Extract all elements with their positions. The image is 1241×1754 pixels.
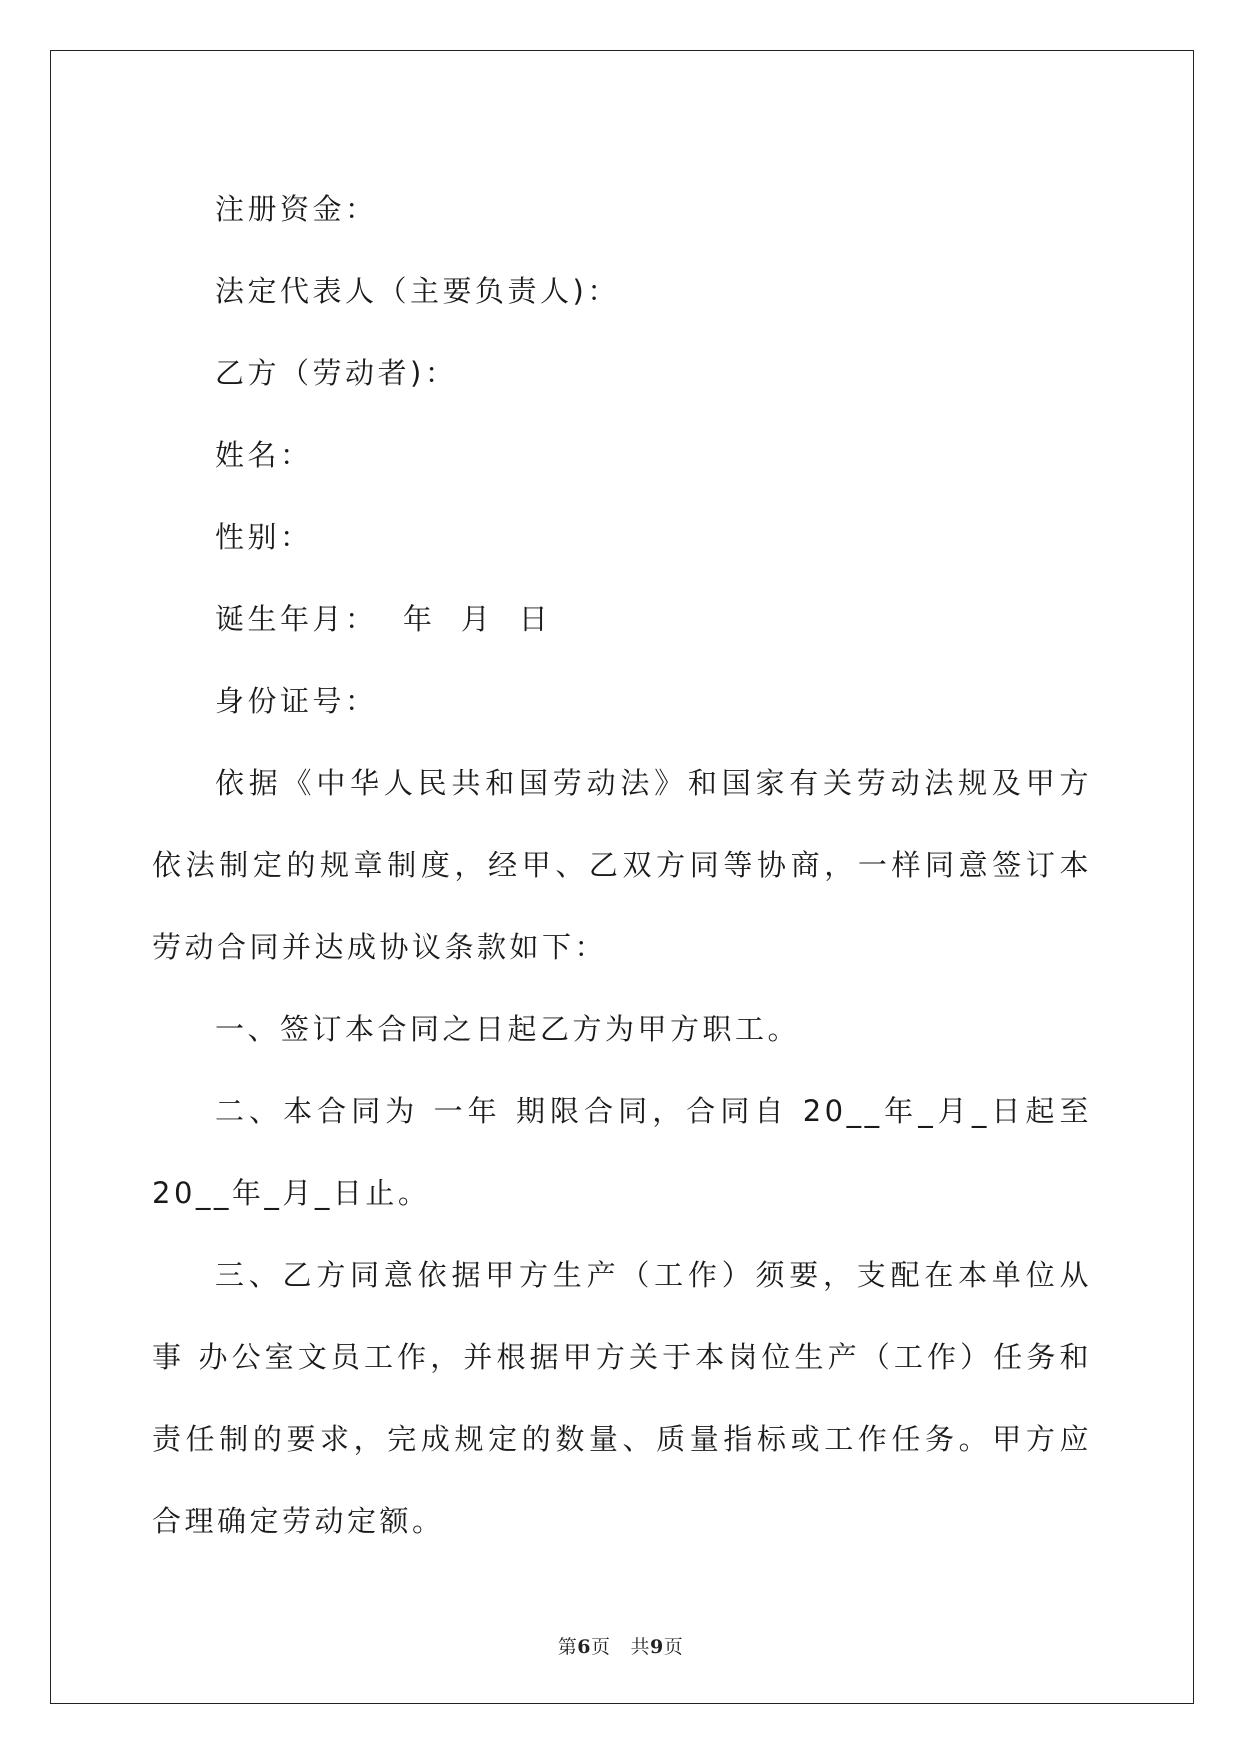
paragraph-registered-capital: 注册资金：	[215, 192, 378, 226]
paragraph-clause-3: 三、乙方同意依据甲方生产（工作）须要，支配在本单位从事 办公室文员工作，并根据甲方关于本岗位生产（工作）任务和责任制的要求，完成规定的数量、质量指标或工作任务。甲方应合理确定劳动定额。	[152, 1258, 1092, 1538]
total-unit: 页	[663, 1636, 684, 1658]
paragraph-preamble: 依据《中华人民共和国劳动法》和国家有关劳动法规及甲方依法制定的规章制度，经甲、乙双方同等协商，一样同意签订本劳动合同并达成协议条款如下：	[152, 766, 1092, 964]
paragraph-gender: 性别：	[215, 520, 313, 554]
page-prefix: 第	[557, 1636, 578, 1658]
paragraph-legal-representative: 法定代表人（主要负责人)：	[215, 274, 620, 308]
paragraph-clause-2: 二、本合同为 一年 期限合同，合同自 20__年_月_日起至 20__年_月_日止。	[152, 1094, 1092, 1210]
page-total: 9	[650, 1636, 664, 1658]
total-prefix: 共	[630, 1636, 651, 1658]
paragraph-party-b: 乙方（劳动者)：	[215, 356, 458, 390]
paragraph-name: 姓名：	[215, 438, 313, 472]
paragraph-birth-date: 诞生年月： 年 月 日	[215, 602, 552, 636]
paragraph-clause-1: 一、签订本合同之日起乙方为甲方职工。	[215, 1012, 801, 1046]
page-unit: 页	[590, 1636, 611, 1658]
page-footer	[0, 1632, 1241, 1659]
document-body	[152, 168, 1092, 1562]
paragraph-id-number: 身份证号：	[215, 684, 378, 718]
page-current: 6	[577, 1636, 591, 1658]
